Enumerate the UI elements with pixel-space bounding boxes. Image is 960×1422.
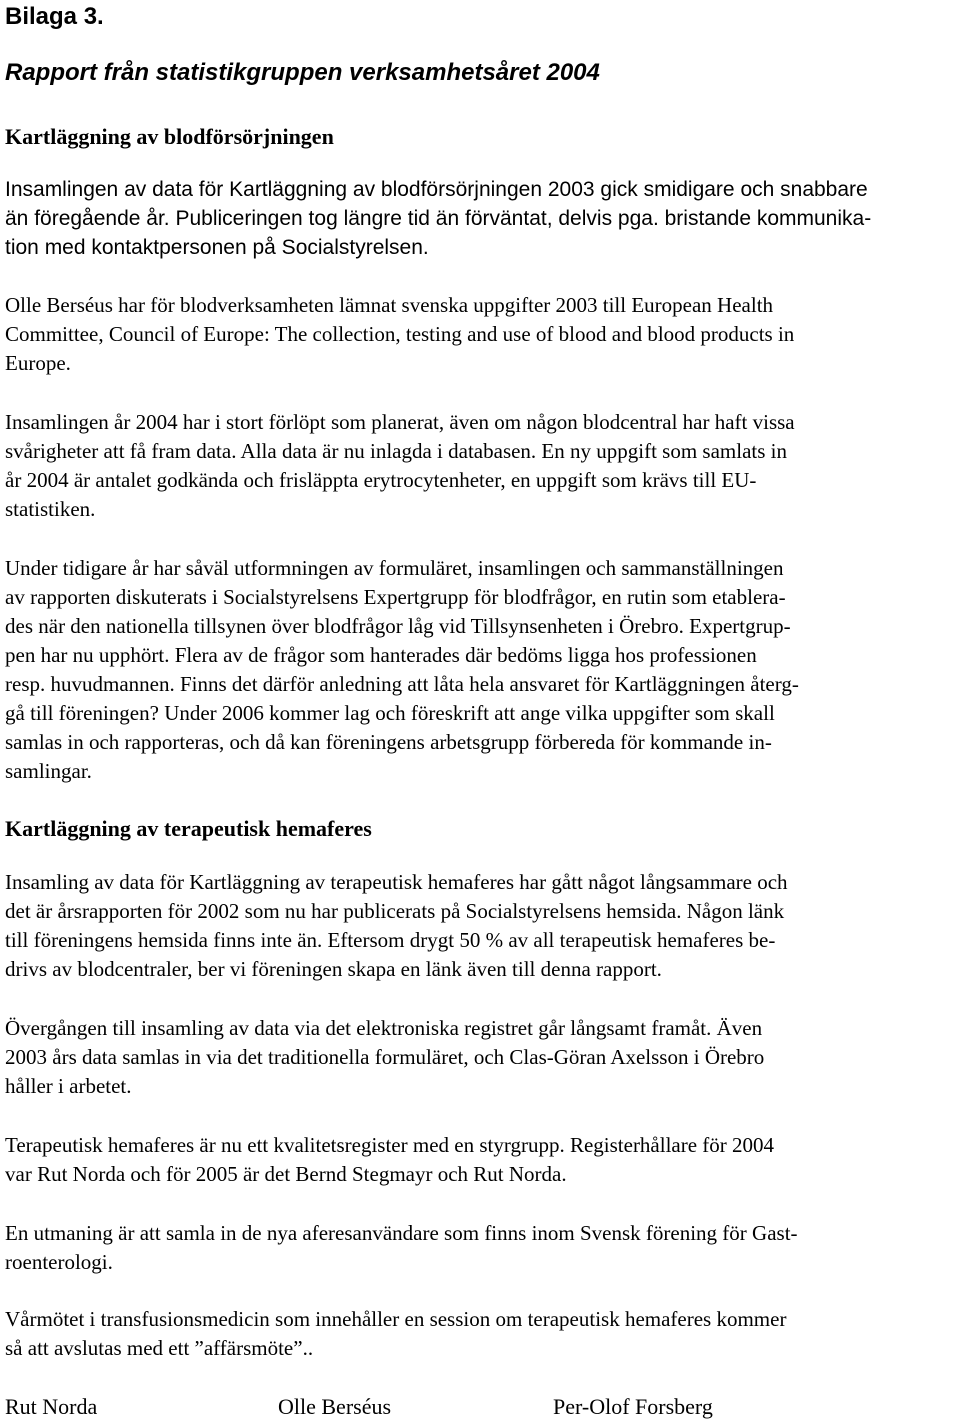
text-line: Vårmötet i transfusionsmedicin som innehåller en session om terapeutisk hemaferes kommer bbox=[5, 1307, 787, 1331]
text-line: svårigheter att få fram data. Alla data är nu inlagda i databasen. En ny uppgift som samlats in bbox=[5, 439, 788, 463]
text-line: det är årsrapporten för 2002 som nu har publicerats på Socialstyrelsens hemsida. Någon länk bbox=[5, 899, 785, 923]
text-line: Olle Berséus har för blodverksamheten lämnat svenska uppgifter 2003 till European Health bbox=[5, 293, 774, 317]
text-line: samlingar. bbox=[5, 759, 92, 783]
section-heading-blood-supply: Kartläggning av blodförsörjningen bbox=[5, 124, 334, 149]
text-line: var Rut Norda och för 2005 är det Bernd Stegmayr och Rut Norda. bbox=[5, 1162, 567, 1186]
text-line: Insamlingen år 2004 har i stort förlöpt som planerat, även om någon blodcentral har haft vissa bbox=[5, 410, 795, 434]
text-line: pen har nu upphört. Flera av de frågor som hanterades där bedöms ligga hos professionen bbox=[5, 643, 757, 667]
paragraph-spring-meeting bbox=[5, 1305, 955, 1363]
text-line: resp. huvudmannen. Finns det därför anledning att låta hela ansvaret för Kartläggningen återg- bbox=[5, 672, 799, 696]
text-line: Insamling av data för Kartläggning av terapeutisk hemaferes har gått något långsammare och bbox=[5, 870, 788, 894]
text-line: Europe. bbox=[5, 351, 71, 375]
text-line: statistiken. bbox=[5, 497, 96, 521]
text-line: gå till föreningen? Under 2006 kommer lag och föreskrift att ange vilka uppgifter som skall bbox=[5, 701, 775, 725]
paragraph-electronic-registry bbox=[5, 1014, 955, 1101]
report-title: Rapport från statistikgruppen verksamhetsåret 2004 bbox=[5, 59, 600, 86]
paragraph-expert-group bbox=[5, 554, 955, 786]
appendix-label: Bilaga 3. bbox=[5, 3, 104, 30]
text-line: tion med kontaktpersonen på Socialstyrelsen. bbox=[5, 236, 429, 259]
text-line: samlas in och rapporteras, och då kan föreningens arbetsgrupp förbereda för kommande in- bbox=[5, 730, 772, 754]
text-line: håller i arbetet. bbox=[5, 1074, 132, 1098]
section-heading-hemapheresis: Kartläggning av terapeutisk hemaferes bbox=[5, 816, 372, 841]
text-line: till föreningens hemsida finns inte än. Eftersom drygt 50 % av all terapeutisk hemaferes be- bbox=[5, 928, 776, 952]
signature-per-olof-forsberg: Per-Olof Forsberg bbox=[553, 1394, 713, 1419]
text-line: roenterologi. bbox=[5, 1250, 113, 1274]
paragraph-european-report bbox=[5, 291, 955, 378]
text-line: Under tidigare år har såväl utformningen av formuläret, insamlingen och sammanställningen bbox=[5, 556, 784, 580]
text-line: des när den nationella tillsynen över blodfrågor låg vid Tillsynsenheten i Örebro. Expertgrup- bbox=[5, 614, 791, 638]
paragraph-gastroenterology bbox=[5, 1219, 955, 1277]
text-line: Övergången till insamling av data via det elektroniska registret går långsamt framåt. Även bbox=[5, 1016, 763, 1040]
signature-rut-norda: Rut Norda bbox=[5, 1394, 98, 1419]
signature-olle-berseus: Olle Berséus bbox=[278, 1394, 392, 1419]
text-line: av rapporten diskuterats i Socialstyrelsens Expertgrupp för blodfrågor, en rutin som etablera- bbox=[5, 585, 786, 609]
paragraph-blood-supply-intro bbox=[5, 175, 955, 262]
text-line: Terapeutisk hemaferes är nu ett kvalitetsregister med en styrgrupp. Registerhållare för 2004 bbox=[5, 1133, 775, 1157]
paragraph-hemapheresis-data bbox=[5, 868, 955, 984]
text-line: Committee, Council of Europe: The collection, testing and use of blood and blood products in bbox=[5, 322, 795, 346]
text-line: 2003 års data samlas in via det traditionella formuläret, och Clas-Göran Axelsson i Örebro bbox=[5, 1045, 765, 1069]
text-line: än föregående år. Publiceringen tog längre tid än förväntat, delvis pga. bristande kommunika- bbox=[5, 207, 872, 230]
text-line: Insamlingen av data för Kartläggning av blodförsörjningen 2003 gick smidigare och snabbare bbox=[5, 178, 868, 201]
text-line: drivs av blodcentraler, ber vi föreningen skapa en länk även till denna rapport. bbox=[5, 957, 662, 981]
paragraph-quality-registry bbox=[5, 1131, 955, 1189]
text-line: En utmaning är att samla in de nya aferesanvändare som finns inom Svensk förening för Gast- bbox=[5, 1221, 798, 1245]
paragraph-collection-2004 bbox=[5, 408, 955, 524]
text-line: så att avslutas med ett ”affärsmöte”.. bbox=[5, 1336, 314, 1360]
text-line: år 2004 är antalet godkända och frisläppta erytrocytenheter, en uppgift som krävs till EU- bbox=[5, 468, 757, 492]
